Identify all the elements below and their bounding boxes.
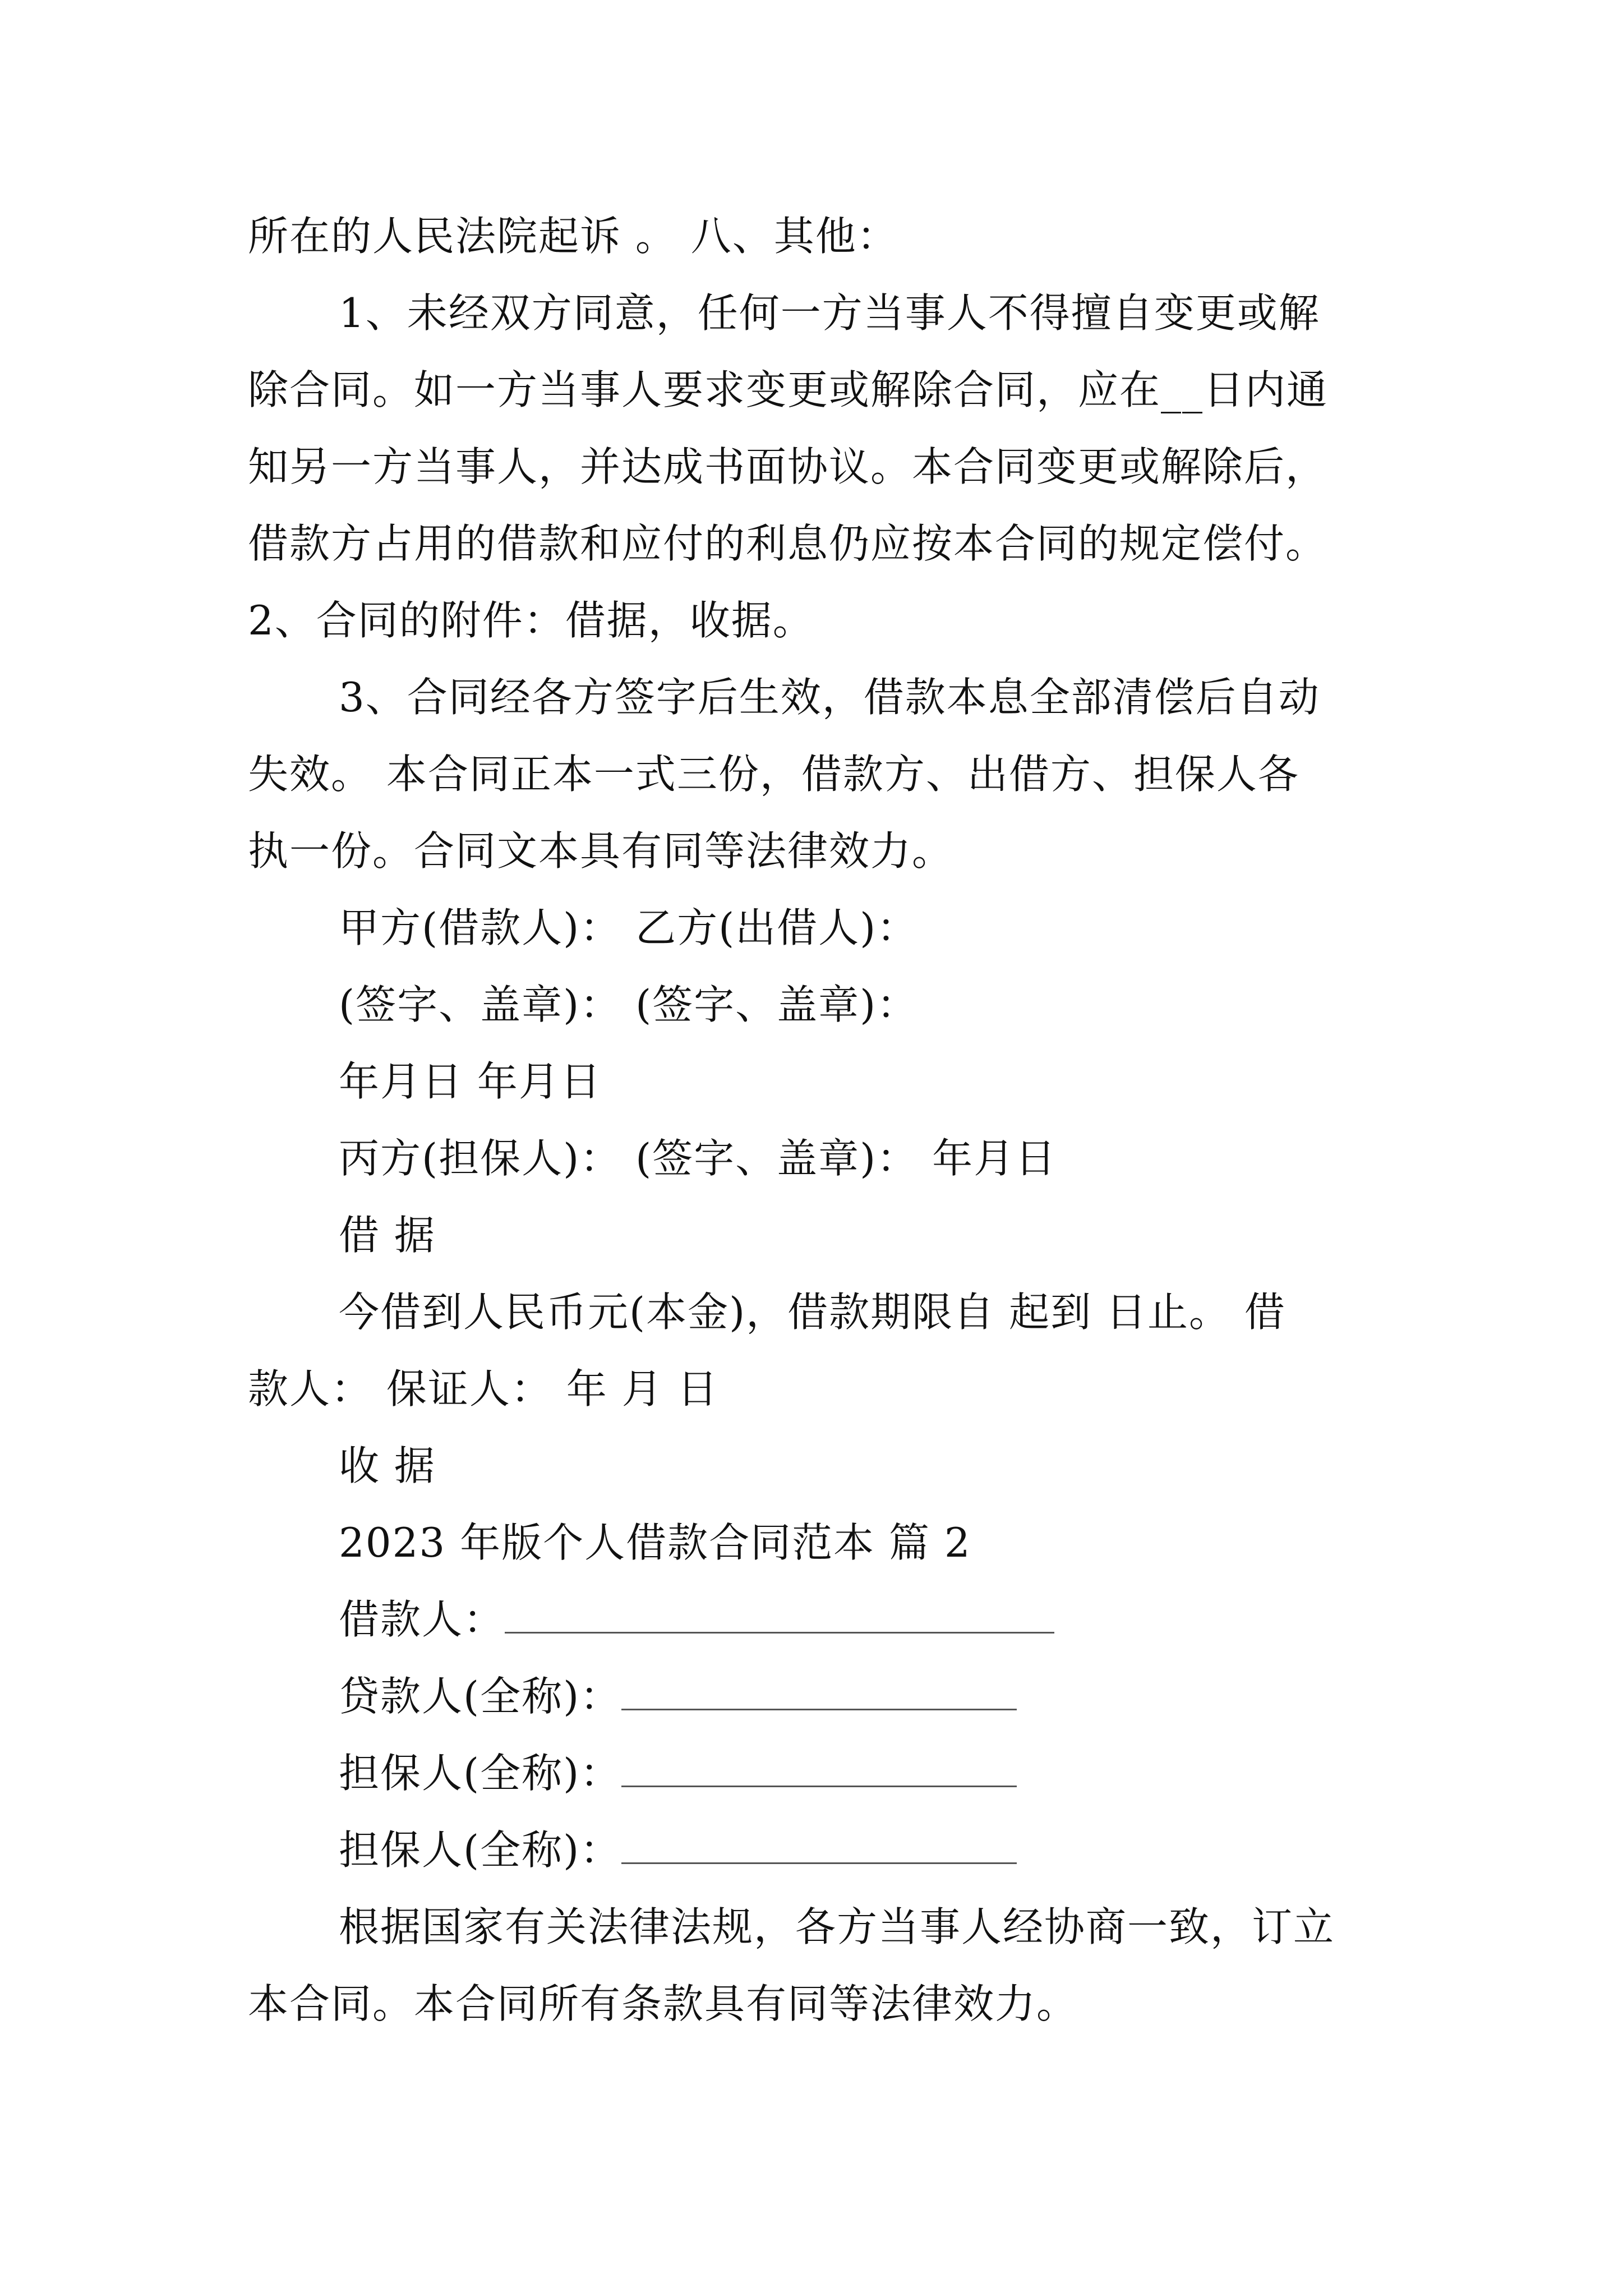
text-line-9: 执一份。合同文本具有同等法律效力。 <box>248 827 954 875</box>
guarantor-blank-line-2 <box>621 1822 1017 1864</box>
borrower-blank-line <box>505 1591 1054 1634</box>
guarantor-label-2: 担保人(全称)： <box>339 1826 622 1874</box>
borrower-field-row <box>339 1588 1054 1651</box>
text-line-6: 2、合同的附件：借据，收据。 <box>248 597 814 644</box>
section-heading-receipt: 收 据 <box>339 1442 436 1489</box>
text-line-iou-body: 今借到人民币元(本金)，借款期限自 起到 日止。 借 <box>339 1289 1286 1336</box>
text-line-7: 3、合同经各方签字后生效，借款本息全部清偿后自动 <box>339 674 1320 721</box>
section-heading-iou: 借 据 <box>339 1212 436 1259</box>
text-line-preamble-1: 根据国家有关法律法规，各方当事人经协商一致，订立 <box>339 1903 1335 1950</box>
signature-line-parties: 甲方(借款人)： 乙方(出借人)： <box>339 904 919 951</box>
guarantor-blank-line-1 <box>621 1745 1017 1787</box>
signature-line-seal: (签字、盖章)： (签字、盖章)： <box>339 981 919 1028</box>
signature-line-date: 年月日 年月日 <box>339 1058 602 1105</box>
text-line-preamble-2: 本合同。本合同所有条款具有同等法律效力。 <box>248 1980 1078 2027</box>
text-line-4: 知另一方当事人，并达成书面协议。本合同变更或解除后， <box>248 443 1327 490</box>
text-line-2: 1、未经双方同意，任何一方当事人不得擅自变更或解 <box>339 289 1320 337</box>
text-line-1: 所在的人民法院起诉 。 八、其他： <box>248 213 898 260</box>
guarantor-field-row-1 <box>339 1742 1017 1805</box>
lender-blank-line <box>621 1668 1017 1710</box>
text-line-iou-signers: 款人： 保证人： 年 月 日 <box>248 1365 719 1412</box>
guarantor-label-1: 担保人(全称)： <box>339 1750 622 1797</box>
signature-line-guarantor: 丙方(担保人)： (签字、盖章)： 年月日 <box>339 1135 1057 1182</box>
borrower-label: 借款人： <box>339 1596 505 1643</box>
text-line-5: 借款方占用的借款和应付的利息仍应按本合同的规定偿付。 <box>248 520 1327 567</box>
guarantor-field-row-2 <box>339 1819 1017 1881</box>
text-line-3: 除合同。如一方当事人要求变更或解除合同，应在__日内通 <box>248 366 1329 413</box>
section-heading-contract-2: 2023 年版个人借款合同范本 篇 2 <box>339 1519 971 1566</box>
lender-label: 贷款人(全称)： <box>339 1673 622 1720</box>
text-line-8: 失效。 本合同正本一式三份，借款方、出借方、担保人各 <box>248 751 1299 798</box>
lender-field-row <box>339 1665 1017 1728</box>
